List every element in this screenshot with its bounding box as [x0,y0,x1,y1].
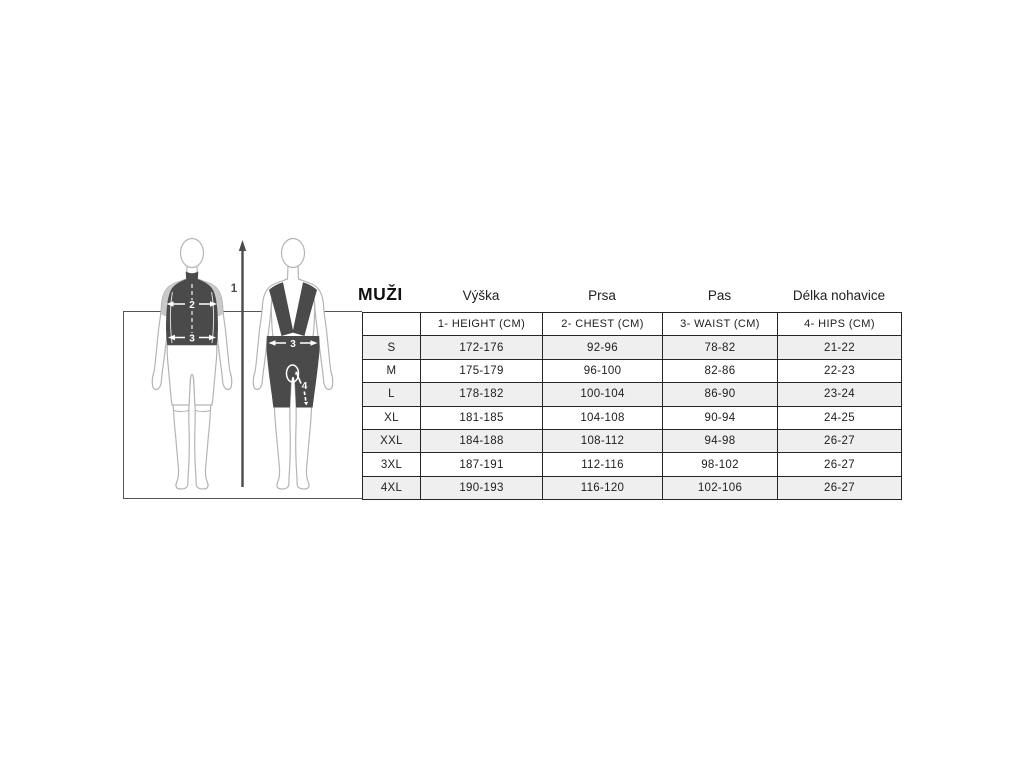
height-cell: 178-182 [421,383,543,406]
size-cell: XL [363,406,421,429]
column-header-pas: Pas [707,287,732,303]
waist-cell: 82-86 [663,359,778,382]
size-cell: XXL [363,429,421,452]
waist-cell: 86-90 [663,383,778,406]
size-cell: M [363,359,421,382]
size-row-xl [363,406,902,429]
height-cell: 172-176 [421,336,543,359]
column-header-vyska: Výška [462,287,500,303]
size-cell: L [363,383,421,406]
size-table [362,312,902,500]
size-row-m [363,359,902,382]
hips-cell: 26-27 [778,476,902,499]
size-row-3xl [363,453,902,476]
size-cell: 4XL [363,476,421,499]
hips-cell: 22-23 [778,359,902,382]
size-cell: 3XL [363,453,421,476]
waist-cell: 102-106 [663,476,778,499]
bib-shorts-figure [253,239,332,490]
chest-cell: 108-112 [543,429,663,452]
shorts-outline [167,345,217,405]
size-row-xxl [363,429,902,452]
page-title: MUŽI [358,283,403,304]
chest-cell: 100-104 [543,383,663,406]
waist-cell: 94-98 [663,429,778,452]
hips-cell: 21-22 [778,336,902,359]
size-row-l [363,383,902,406]
waist-cell: 78-82 [663,336,778,359]
height-cell: 184-188 [421,429,543,452]
chest-cell: 116-120 [543,476,663,499]
hips-cell: 26-27 [778,429,902,452]
height-cell: 175-179 [421,359,543,382]
size-row-s [363,336,902,359]
jersey-waist-marker-label: 3 [189,333,195,345]
bib-waist-marker-label: 3 [290,338,296,350]
table-header-row [358,280,901,303]
jersey-figure [152,239,231,490]
measurement-figures [110,232,362,500]
height-cell: 181-185 [421,406,543,429]
column-header-delka: Délka nohavice [792,287,886,303]
waist-cell: 98-102 [663,453,778,476]
size-cell: S [363,336,421,359]
height-cell: 190-193 [421,476,543,499]
leg-length-marker-label: 4 [301,381,308,392]
chest-cell: 96-100 [543,359,663,382]
height-measure-line [231,240,246,487]
chest-cell: 92-96 [543,336,663,359]
table-subheader-row [363,313,902,336]
hips-cell: 26-27 [778,453,902,476]
height-marker-label: 1 [230,283,238,295]
chest-cell: 104-108 [543,406,663,429]
subheader-hips: 4- HIPS (CM) [778,313,902,336]
chest-cell: 112-116 [543,453,663,476]
hips-cell: 24-25 [778,406,902,429]
waist-cell: 90-94 [663,406,778,429]
subheader-waist: 3- WAIST (CM) [663,313,778,336]
corner-cell [363,313,421,336]
column-header-prsa: Prsa [588,287,616,303]
size-row-4xl [363,476,902,499]
chest-marker-label: 2 [189,299,195,311]
subheader-chest: 2- CHEST (CM) [543,313,663,336]
subheader-height: 1- HEIGHT (CM) [421,313,543,336]
height-cell: 187-191 [421,453,543,476]
hips-cell: 23-24 [778,383,902,406]
